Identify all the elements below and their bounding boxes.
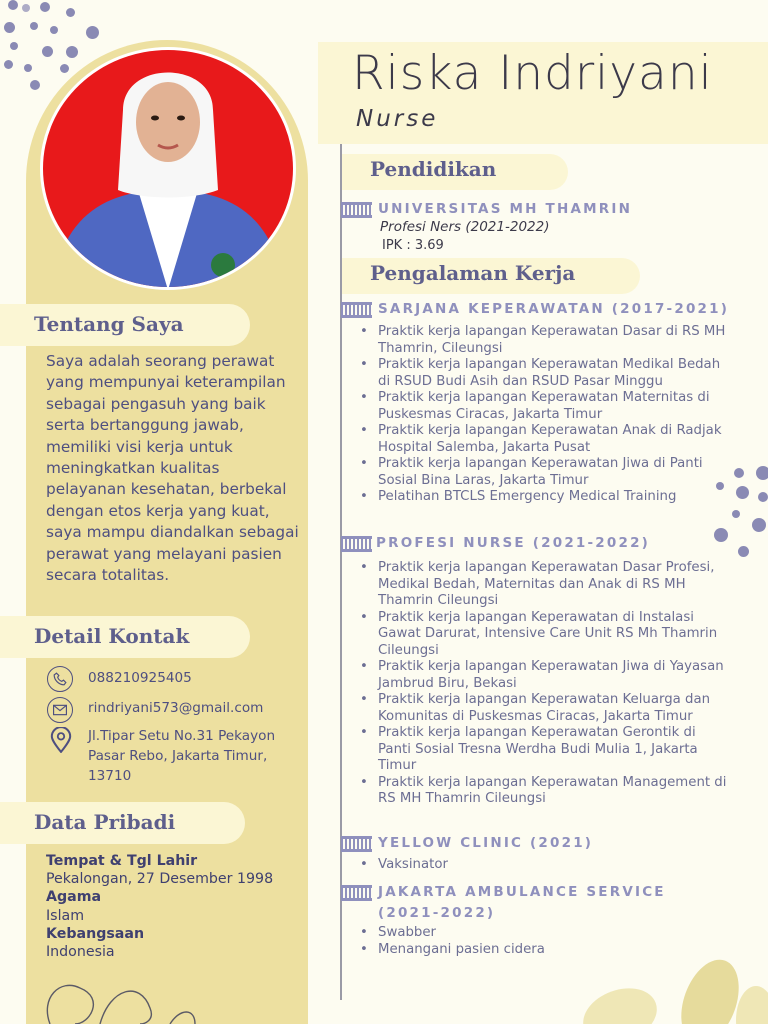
experience-list-ambulance	[358, 925, 730, 958]
experience-title-ambulance: JAKARTA AMBULANCE SERVICE	[378, 884, 666, 900]
contact-phone[interactable]: 088210925405	[88, 670, 192, 686]
experience-title-ambulance-years: (2021-2022)	[378, 905, 496, 921]
kebangsaan-label: Kebangsaan	[46, 925, 145, 942]
section-title-pengalaman: Pengalaman Kerja	[370, 261, 576, 285]
section-title-tentang: Tentang Saya	[34, 312, 184, 336]
full-name: Riska Indriyani	[352, 46, 713, 101]
list-item: • Praktik kerja lapangan Keperawatan Dasar Profesi, Medikal Bedah, Maternitas dan Anak di RS MH Thamrin Cileungsi	[358, 560, 730, 610]
barcode-icon	[341, 202, 372, 218]
list-item: • Praktik kerja lapangan Keperawatan Anak di Radjak Hospital Salemba, Jakarta Pusat	[358, 423, 730, 456]
agama-label: Agama	[46, 889, 102, 906]
barcode-icon	[341, 836, 372, 852]
barcode-icon	[341, 536, 372, 552]
location-pin-icon	[50, 727, 72, 753]
education-ipk: IPK : 3.69	[382, 238, 444, 253]
decorative-leaves-bottom-right	[560, 950, 768, 1024]
decorative-swirl	[30, 968, 200, 1024]
contact-email[interactable]: rindriyani573@gmail.com	[88, 700, 264, 716]
agama-value: Islam	[46, 907, 85, 924]
mail-icon	[47, 697, 73, 723]
experience-list-yellow-clinic	[358, 857, 730, 874]
list-item: • Praktik kerja lapangan Keperawatan Maternitas di Puskesmas Ciracas, Jakarta Timur	[358, 390, 730, 423]
profile-photo	[40, 47, 296, 290]
education-program: Profesi Ners (2021-2022)	[380, 219, 550, 235]
experience-title-profesi: PROFESI NURSE (2021-2022)	[376, 535, 651, 551]
job-role: Nurse	[356, 106, 439, 132]
list-item: • Pelatihan BTCLS Emergency Medical Training	[358, 489, 730, 506]
section-title-kontak: Detail Kontak	[34, 624, 190, 648]
section-title-pendidikan: Pendidikan	[370, 157, 497, 181]
personal-data	[46, 852, 296, 961]
list-item: • Praktik kerja lapangan Keperawatan Management di RS MH Thamrin Cileungsi	[358, 775, 730, 808]
ttl-label: Tempat & Tgl Lahir	[46, 853, 198, 869]
list-item: • Praktik kerja lapangan Keperawatan Keluarga dan Komunitas di Puskesmas Ciracas, Jakarta Timur	[358, 692, 730, 725]
list-item: • Vaksinator	[358, 857, 730, 874]
ttl-value: Pekalongan, 27 Desember 1998	[46, 871, 274, 888]
experience-list-sarjana	[358, 324, 730, 506]
list-item: • Praktik kerja lapangan Keperawatan Dasar di RS MH Thamrin, Cileungsi	[358, 324, 730, 357]
phone-icon	[47, 666, 73, 692]
about-text: Saya adalah seorang perawat yang mempunyai keterampilan sebagai pengasuh yang baik serta bertanggung jawab, memiliki visi kerja untuk meningkatkan kualitas pelayanan kesehatan, berbekal dengan etos kerja yang kuat, saya mampu diandalkan sebagai perawat yang melayani pasien secara totalitas.	[46, 352, 299, 585]
list-item: • Praktik kerja lapangan Keperawatan Jiwa di Yayasan Jambrud Biru, Bekasi	[358, 659, 730, 692]
section-title-data-pribadi: Data Pribadi	[34, 810, 176, 834]
barcode-icon	[341, 885, 372, 901]
list-item: • Praktik kerja lapangan Keperawatan di Instalasi Gawat Darurat, Intensive Care Unit RS Mh Thamrin Cileungsi	[358, 610, 730, 660]
contact-address: Jl.Tipar Setu No.31 Pekayon Pasar Rebo, Jakarta Timur, 13710	[88, 728, 276, 784]
kebangsaan-value: Indonesia	[46, 944, 115, 961]
list-item: • Praktik kerja lapangan Keperawatan Medikal Bedah di RSUD Budi Asih dan RSUD Pasar Minggu	[358, 357, 730, 390]
barcode-icon	[341, 302, 372, 318]
list-item: • Menangani pasien cidera	[358, 942, 730, 959]
list-item: • Praktik kerja lapangan Keperawatan Jiwa di Panti Sosial Bina Laras, Jakarta Timur	[358, 456, 730, 489]
list-item: • Praktik kerja lapangan Keperawatan Gerontik di Panti Sosial Tresna Werdha Budi Mulia 1, Jakarta Timur	[358, 725, 730, 775]
experience-list-profesi	[358, 560, 730, 808]
list-item: • Swabber	[358, 925, 730, 942]
education-school: UNIVERSITAS MH THAMRIN	[378, 201, 633, 217]
experience-title-sarjana: SARJANA KEPERAWATAN (2017-2021)	[378, 301, 730, 317]
experience-title-yellow-clinic: YELLOW CLINIC (2021)	[378, 835, 594, 851]
